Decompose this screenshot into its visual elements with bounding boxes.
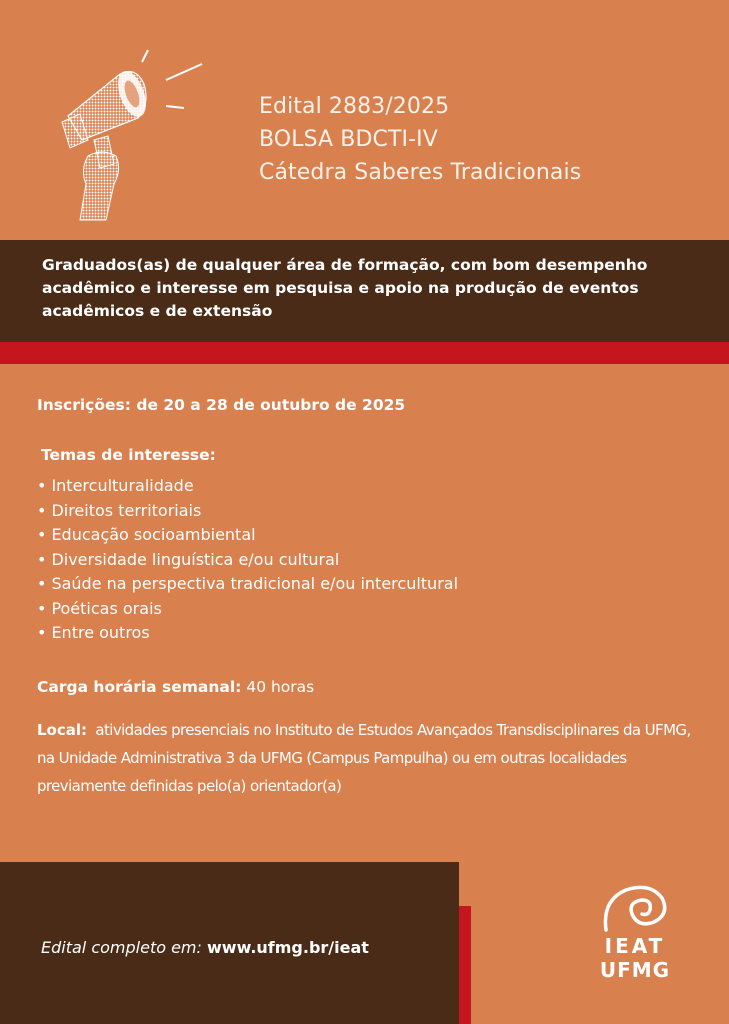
list-item <box>37 597 458 622</box>
footer-url-link[interactable]: www.ufmg.br/ieat <box>207 938 369 957</box>
location-label: Local: <box>37 721 88 739</box>
topics-heading: Temas de interesse: <box>41 446 216 464</box>
location <box>37 716 697 800</box>
red-divider <box>0 342 729 364</box>
list-item <box>37 621 458 646</box>
location-text: atividades presenciais no Instituto de Estudos Avançados Transdisciplinares da UFMG, na Unidade Administrativa 3 da UFMG (Campus Pampulha) ou em outras localidades previamente definidas pelo(a) orientador(a) <box>37 721 691 795</box>
workload-label: Carga horária semanal: <box>37 678 242 696</box>
footer-prefix: Edital completo em: <box>41 938 202 957</box>
topic-label: Poéticas orais <box>51 598 162 618</box>
topic-label: Educação socioambiental <box>51 525 256 544</box>
topic-label: Saúde na perspectiva tradicional e/ou intercultural <box>51 574 459 593</box>
topics-list <box>37 474 458 646</box>
logo-ieat-text: IEAT <box>604 934 666 958</box>
title-block <box>259 90 581 189</box>
bullet: • <box>37 574 47 593</box>
topic-label: Direitos territoriais <box>51 500 202 520</box>
list-item <box>37 474 458 499</box>
bullet: • <box>37 525 47 544</box>
list-item <box>37 523 458 548</box>
list-item <box>37 572 458 597</box>
bullet: • <box>37 476 47 495</box>
topic-label: Interculturalidade <box>51 476 194 495</box>
registration-dates: Inscrições: de 20 a 28 de outubro de 2025 <box>37 396 406 414</box>
footer-text <box>41 938 369 957</box>
bullet: • <box>37 598 47 618</box>
topic-label: Entre outros <box>51 623 150 642</box>
edital-number: Edital 2883/2025 <box>259 94 450 119</box>
bullet: • <box>37 500 47 520</box>
workload <box>37 678 314 696</box>
workload-value: 40 horas <box>246 678 315 696</box>
bullet: • <box>37 549 47 569</box>
catedra-name: Cátedra Saberes Tradicionais <box>259 160 582 185</box>
list-item <box>37 499 458 524</box>
topic-label: Diversidade linguística e/ou cultural <box>51 549 340 569</box>
bullet: • <box>37 623 47 642</box>
list-item <box>37 548 458 573</box>
spiral-icon <box>598 880 672 932</box>
ieat-ufmg-logo <box>598 880 672 984</box>
eligibility-text: Graduados(as) de qualquer área de formação, com bom desempenho acadêmico e interesse em pesquisa e apoio na produção de eventos acadêmicos e de extensão <box>42 256 648 320</box>
logo-ufmg-text: UFMG <box>599 958 671 982</box>
bolsa-name: BOLSA BDCTI-IV <box>259 127 438 152</box>
megaphone-icon <box>58 44 218 222</box>
footer-red-accent <box>459 906 471 1024</box>
